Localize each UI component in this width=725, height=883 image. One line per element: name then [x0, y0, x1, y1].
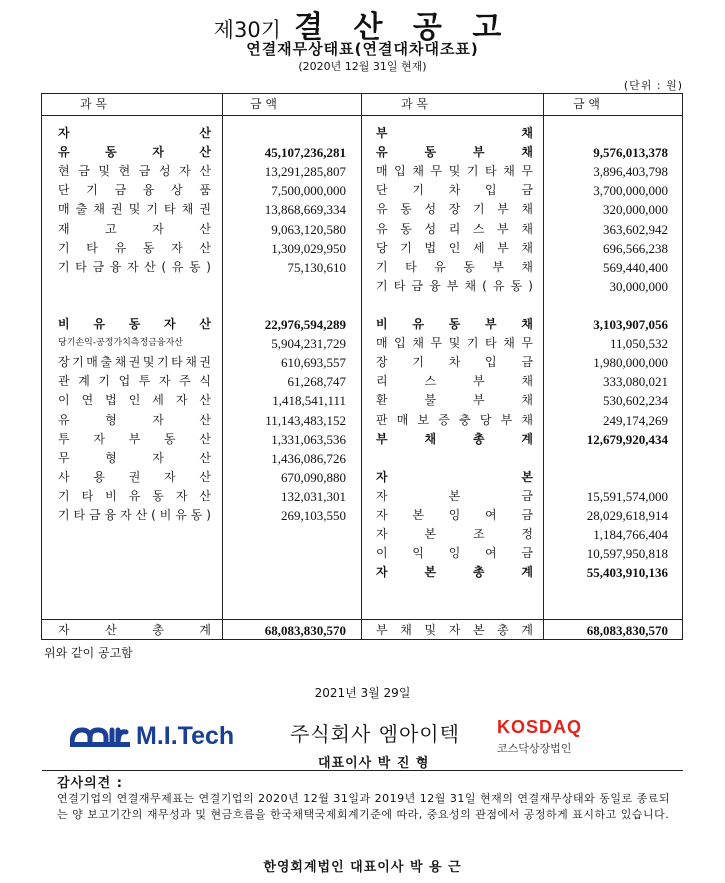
account-amount: 610,693,557 — [281, 355, 346, 371]
account-label: 기 타 금 융 자 산 ( 비 유 동 ) — [58, 508, 211, 522]
account-amount: 7,500,000,000 — [271, 183, 346, 199]
account-amount: 1,331,063,536 — [271, 431, 346, 447]
account-label: 기 타 유 동 부 채 — [376, 259, 533, 274]
table-row — [361, 506, 683, 525]
account-amount: 9,576,013,378 — [593, 145, 668, 161]
table-row — [361, 220, 683, 239]
account-amount: 75,130,610 — [287, 259, 346, 275]
account-label: 기 타 금 융 부 채 ( 유 동 ) — [376, 278, 533, 293]
table-row — [361, 391, 683, 410]
table-row — [361, 181, 683, 200]
table-row — [361, 200, 683, 219]
page-title: 결 산 공 고 — [294, 10, 512, 45]
account-label: 자 본 잉 여 금 — [376, 508, 533, 522]
kosdaq-logo: KOSDAQ — [497, 717, 583, 737]
account-amount: 10,597,950,818 — [586, 546, 668, 562]
table-row — [42, 334, 361, 353]
col-header-label: 금 액 — [573, 97, 600, 111]
total-liab-equity-label: 부 채 및 자 본 총 계 — [376, 623, 533, 637]
account-label: 부 채 — [376, 126, 533, 140]
account-label: 비 유 동 자 산 — [58, 317, 211, 331]
table-row — [361, 563, 683, 582]
account-amount: 1,184,766,404 — [593, 527, 668, 543]
account-amount: 1,436,086,726 — [271, 450, 346, 466]
account-amount: 30,000,000 — [609, 278, 668, 294]
account-label: 유 동 자 산 — [58, 145, 211, 160]
table-row — [361, 487, 683, 506]
logo-wordmark: M.I.Tech — [136, 722, 235, 750]
table-row — [42, 468, 361, 487]
account-amount: 11,050,532 — [609, 336, 668, 352]
account-label: 당기손익-공정가치측정금융자산 — [58, 338, 183, 349]
account-label: 환 불 부 채 — [376, 393, 533, 408]
divider — [42, 619, 682, 620]
table-row — [42, 411, 361, 430]
table-row — [42, 143, 361, 162]
mit-logo-icon — [70, 724, 130, 750]
account-amount: 269,103,550 — [281, 508, 346, 523]
table-row — [361, 162, 683, 181]
table-row — [42, 162, 361, 181]
account-amount: 13,291,285,807 — [264, 164, 346, 180]
table-row — [42, 315, 361, 334]
audit-opinion-body: 연결기업의 연결재무제표는 연결기업의 2020년 12월 31일과 2019년 12월 31일 현재의 연결재무상태와 동일로 종료되는 양 보고기간의 재무성과 및 현금흐름을 한국채택국제회계기준에 따라, 중요성의 관점에서 공정하게 표시하고 있습니다. — [57, 792, 670, 821]
account-amount: 3,896,403,798 — [593, 164, 668, 180]
company-name: 주식회사 엠아이텍 — [290, 722, 460, 746]
account-label: 단 기 금 융 상 품 — [58, 183, 211, 198]
account-label: 기 타 유 동 자 산 — [58, 240, 211, 255]
table-row — [42, 506, 361, 525]
account-amount: 1,309,029,950 — [271, 240, 346, 256]
kosdaq-badge — [497, 717, 582, 756]
divider — [42, 770, 683, 771]
total-assets-amount: 68,083,830,570 — [264, 623, 346, 638]
table-row — [361, 124, 683, 143]
company-logo — [70, 722, 234, 751]
account-label: 투 자 부 동 산 — [58, 431, 211, 446]
audit-opinion-title: 감사의견 : — [57, 776, 123, 791]
divider — [42, 115, 682, 116]
table-row — [361, 449, 683, 468]
account-label: 리 스 부 채 — [376, 374, 533, 389]
balance-sheet-table — [41, 93, 683, 640]
total-liab-equity-amount: 68,083,830,570 — [586, 623, 668, 638]
table-row — [42, 296, 361, 315]
publish-date: 2021년 3월 29일 — [314, 686, 411, 700]
table-row — [42, 181, 361, 200]
unit-label: (단위 : 원) — [623, 79, 683, 92]
account-amount: 363,602,942 — [603, 221, 668, 237]
account-amount: 13,868,669,334 — [264, 202, 346, 218]
table-row — [361, 468, 683, 487]
kosdaq-listed-label: 코스닥상장법인 — [497, 742, 572, 755]
audit-firm: 한영회계법인 대표이사 박 용 근 — [263, 860, 462, 875]
table-row — [361, 334, 683, 353]
account-amount: 670,090,880 — [281, 469, 346, 485]
table-row — [361, 525, 683, 544]
account-amount: 15,591,574,000 — [586, 488, 668, 504]
table-row-total — [42, 621, 683, 640]
account-amount: 1,418,541,111 — [272, 393, 346, 409]
col-header-amount-right — [543, 94, 683, 115]
account-label: 유 형 자 산 — [58, 412, 211, 427]
table-row — [42, 258, 361, 277]
table-row — [42, 487, 361, 506]
table-row — [361, 239, 683, 258]
table-row — [42, 277, 361, 296]
account-amount: 1,980,000,000 — [593, 355, 668, 371]
as-of-date: (2020년 12월 31일 현재) — [298, 60, 427, 73]
account-amount: 9,063,120,580 — [271, 221, 346, 237]
fiscal-period: 제30기 — [213, 18, 281, 42]
account-amount: 3,700,000,000 — [593, 183, 668, 199]
company-ceo: 대표이사 박 진 형 — [318, 756, 430, 771]
col-header-amount-left — [222, 94, 361, 115]
account-amount: 696,566,238 — [603, 240, 668, 256]
account-amount: 28,029,618,914 — [586, 508, 668, 523]
account-label: 자 본 총 계 — [376, 565, 533, 580]
account-label: 기 타 비 유 동 자 산 — [58, 488, 211, 503]
col-header-subject-right — [361, 94, 543, 115]
account-label: 현 금 및 현 금 성 자 산 — [58, 164, 211, 179]
col-header-label: 과 목 — [80, 97, 107, 111]
table-row — [42, 430, 361, 449]
account-label: 매 출 채 권 및 기 타 채 권 — [58, 202, 211, 217]
table-row — [42, 353, 361, 372]
table-row — [361, 544, 683, 563]
account-amount: 22,976,594,289 — [264, 317, 346, 332]
account-label: 유 동 성 리 스 부 채 — [376, 221, 533, 236]
account-amount: 5,904,231,729 — [271, 336, 346, 352]
table-row — [361, 430, 683, 449]
account-amount: 3,103,907,056 — [593, 317, 668, 332]
table-row — [42, 220, 361, 239]
account-amount: 11,143,483,152 — [265, 412, 346, 428]
account-label: 비 유 동 부 채 — [376, 317, 533, 331]
account-label: 장 기 차 입 금 — [376, 355, 533, 370]
table-row — [42, 372, 361, 391]
closing-text: 위와 같이 공고함 — [44, 646, 133, 660]
account-amount: 132,031,301 — [281, 488, 346, 504]
account-label: 단 기 차 입 금 — [376, 183, 533, 198]
account-label: 재 고 자 산 — [58, 221, 211, 236]
account-amount: 12,679,920,434 — [586, 431, 668, 447]
account-label: 자 산 — [58, 126, 211, 140]
total-assets-label: 자 산 총 계 — [58, 623, 211, 637]
account-amount: 569,440,400 — [603, 259, 668, 275]
col-header-label: 과 목 — [401, 97, 428, 111]
account-amount: 249,174,269 — [603, 412, 668, 428]
table-row — [361, 143, 683, 162]
table-row — [361, 411, 683, 430]
statement-title: 연결재무상태표(연결대차대조표) — [246, 40, 479, 58]
account-amount: 61,268,747 — [287, 374, 346, 390]
account-label: 부 채 총 계 — [376, 431, 533, 446]
col-header-label: 금 액 — [250, 97, 277, 111]
table-row — [361, 372, 683, 391]
account-label: 장 기 매 출 채 권 및 기 타 채 권 — [58, 355, 211, 370]
table-row — [42, 239, 361, 258]
table-row — [361, 277, 683, 296]
account-label: 자 본 — [376, 469, 533, 484]
account-label: 관 계 기 업 투 자 주 식 — [58, 374, 211, 389]
account-label: 무 형 자 산 — [58, 450, 211, 465]
table-row — [42, 449, 361, 468]
account-label: 유 동 부 채 — [376, 145, 533, 160]
account-label: 매 입 채 무 및 기 타 채 무 — [376, 336, 533, 351]
table-row — [361, 315, 683, 334]
table-row — [42, 200, 361, 219]
account-label: 이 연 법 인 세 자 산 — [58, 393, 211, 408]
account-label: 매 입 채 무 및 기 타 채 무 — [376, 164, 533, 179]
account-label: 당 기 법 인 세 부 채 — [376, 240, 533, 255]
account-amount: 333,080,021 — [603, 374, 668, 390]
table-row — [361, 258, 683, 277]
account-label: 자 본 조 정 — [376, 527, 533, 542]
col-header-subject-left — [42, 94, 222, 115]
account-label: 기 타 금 융 자 산 ( 유 동 ) — [58, 259, 211, 274]
account-amount: 320,000,000 — [603, 202, 668, 218]
account-label: 유 동 성 장 기 부 채 — [376, 202, 533, 217]
account-label: 사 용 권 자 산 — [58, 469, 211, 484]
table-row — [361, 296, 683, 315]
account-amount: 530,602,234 — [603, 393, 668, 409]
table-row — [42, 391, 361, 410]
account-label: 자 본 금 — [376, 488, 533, 503]
account-amount: 55,403,910,136 — [586, 565, 668, 581]
table-row — [361, 353, 683, 372]
account-label: 판 매 보 증 충 당 부 채 — [376, 412, 533, 427]
account-amount: 45,107,236,281 — [264, 145, 346, 161]
table-row — [42, 124, 361, 143]
account-label: 이 익 잉 여 금 — [376, 546, 533, 561]
